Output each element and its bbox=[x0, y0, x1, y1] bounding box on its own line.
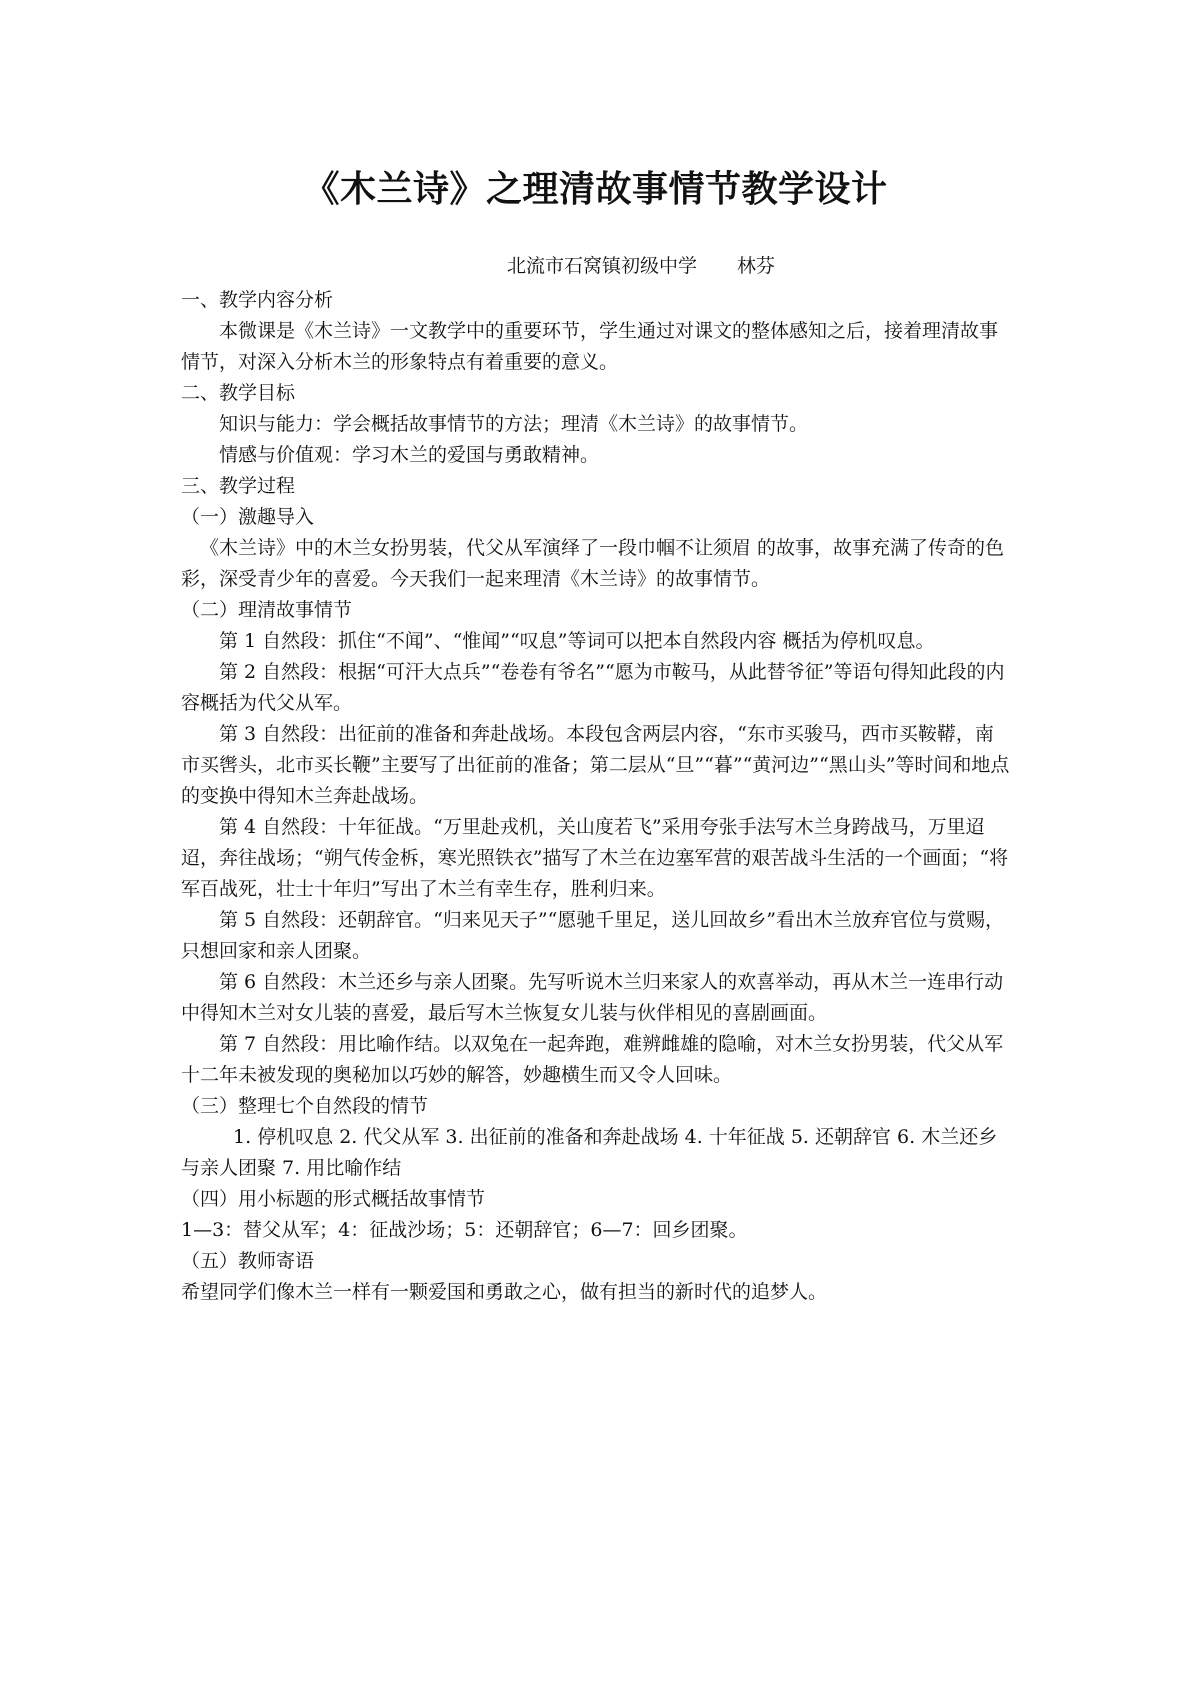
section-heading-goals: 二、教学目标 bbox=[181, 382, 296, 404]
plot-paragraph-3: 第 3 自然段：出征前的准备和奔赴战场。本段包含两层内容，“东市买骏马，西市买鞍鞯，南市买辔头，北市买长鞭”主要写了出征前的准备；第二层从“旦”“暮”“黄河边”“黑山头”等时间和地点的变换中得知木兰奔赴战场。 bbox=[181, 723, 1010, 807]
plot-paragraph-6: 第 6 自然段：木兰还乡与亲人团聚。先写听说木兰归来家人的欢喜举动，再从木兰一连串行动中得知木兰对女儿装的喜爱，最后写木兰恢复女儿装与伙伴相见的喜剧画面。 bbox=[181, 971, 1004, 1024]
subheading-titles: （四）用小标题的形式概括故事情节 bbox=[181, 1188, 486, 1210]
section-heading-content-analysis: 一、教学内容分析 bbox=[181, 289, 334, 311]
author-school: 北流市石窝镇初级中学 bbox=[507, 255, 698, 277]
intro-paragraph: 《木兰诗》中的木兰女扮男装，代父从军演绎了一段巾帼不让须眉 的故事，故事充满了传奇的色彩，深受青少年的喜爱。今天我们一起来理清《木兰诗》的故事情节。 bbox=[181, 537, 1005, 590]
goal-values: 情感与价值观：学习木兰的爱国与勇敢精神。 bbox=[219, 444, 600, 466]
author-line bbox=[507, 252, 775, 280]
seven-plots-list: 1. 停机叹息 2. 代父从军 3. 出征前的准备和奔赴战场 4. 十年征战 5. 还朝辞官 6. 木兰还乡与亲人团聚 7. 用比喻作结 bbox=[181, 1126, 998, 1179]
plot-paragraph-1: 第 1 自然段：抓住“不闻”、“惟闻”“叹息”等词可以把本自然段内容 概括为停机叹息。 bbox=[219, 630, 935, 652]
subheading-summary-seven: （三）整理七个自然段的情节 bbox=[181, 1095, 429, 1117]
plot-paragraph-5: 第 5 自然段：还朝辞官。“归来见天子”“愿驰千里足，送儿回故乡”看出木兰放弃官位与赏赐，只想回家和亲人团聚。 bbox=[181, 909, 1005, 962]
subheading-teacher-message: （五）教师寄语 bbox=[181, 1250, 315, 1272]
titles-summary: 1—3：替父从军；4：征战沙场；5：还朝辞官；6—7：回乡团聚。 bbox=[181, 1219, 748, 1241]
teacher-message: 希望同学们像木兰一样有一颗爱国和勇敢之心，做有担当的新时代的追梦人。 bbox=[181, 1281, 828, 1303]
document-body bbox=[181, 285, 1011, 1308]
subheading-intro: （一）激趣导入 bbox=[181, 506, 315, 528]
document-title: 《木兰诗》之理清故事情节教学设计 bbox=[303, 169, 888, 210]
author-name: 林芬 bbox=[737, 255, 776, 277]
plot-paragraph-4: 第 4 自然段：十年征战。“万里赴戎机，关山度若飞”采用夸张手法写木兰身跨战马，万里迢迢，奔往战场；“朔气传金柝，寒光照铁衣”描写了木兰在边塞军营的艰苦战斗生活的一个画面；“将军百战死，壮士十年归”写出了木兰有幸生存，胜利归来。 bbox=[181, 816, 1009, 900]
plot-paragraph-7: 第 7 自然段：用比喻作结。以双兔在一起奔跑，难辨雌雄的隐喻，对木兰女扮男装，代父从军十二年未被发现的奥秘加以巧妙的解答，妙趣横生而又令人回味。 bbox=[181, 1033, 1004, 1086]
plot-paragraph-2: 第 2 自然段：根据“可汗大点兵”“卷卷有爷名”“愿为市鞍马，从此替爷征”等语句得知此段的内容概括为代父从军。 bbox=[181, 661, 1005, 714]
goal-knowledge: 知识与能力：学会概括故事情节的方法；理清《木兰诗》的故事情节。 bbox=[219, 413, 809, 435]
section-heading-process: 三、教学过程 bbox=[181, 475, 296, 497]
content-analysis-paragraph: 本微课是《木兰诗》一文教学中的重要环节，学生通过对课文的整体感知之后，接着理清故事情节，对深入分析木兰的形象特点有着重要的意义。 bbox=[181, 320, 999, 373]
subheading-plot: （二）理清故事情节 bbox=[181, 599, 353, 621]
